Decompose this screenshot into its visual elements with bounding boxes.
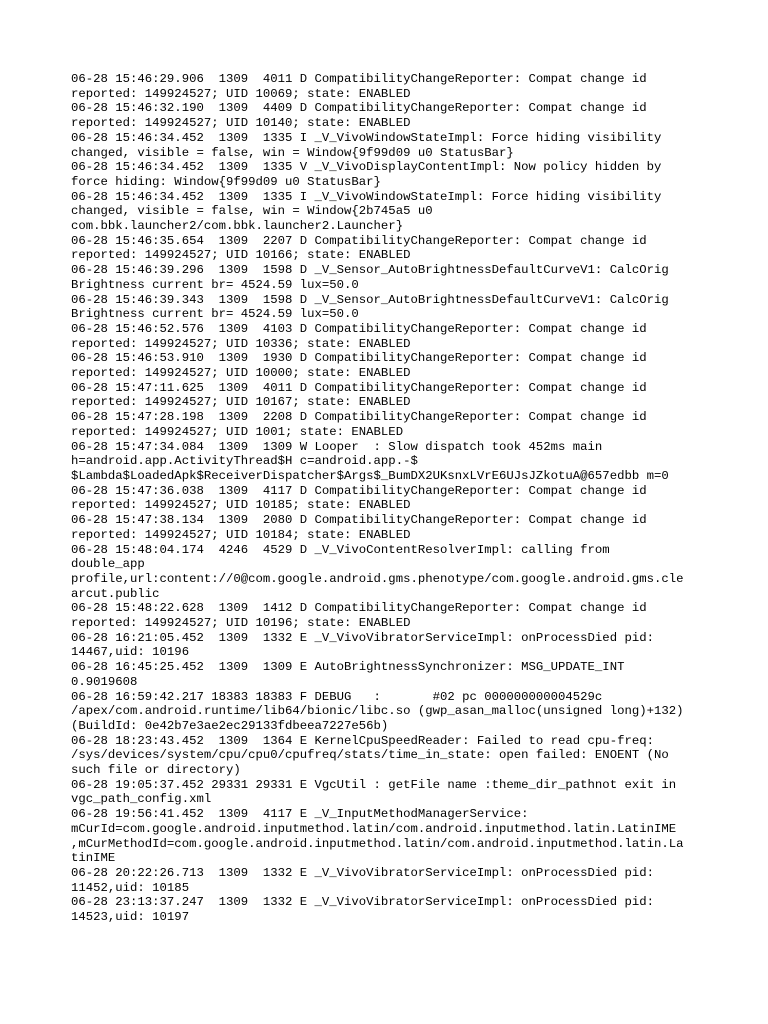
log-line: such file or directory): [71, 763, 241, 778]
log-line: arcut.public: [71, 586, 160, 601]
log-line: changed, visible = false, win = Window{9f99d09 u0 StatusBar}: [71, 145, 514, 160]
log-line: com.bbk.launcher2/com.bbk.launcher2.Launcher}: [71, 219, 404, 234]
log-line: 14467,uid: 10196: [71, 645, 190, 660]
log-line: 06-28 19:05:37.452 29331 29331 E VgcUtil : getFile name :theme_dir_pathnot exit in: [71, 777, 677, 792]
log-line: 14523,uid: 10197: [71, 910, 190, 925]
log-line: reported: 149924527; UID 10000; state: ENABLED: [71, 366, 411, 381]
log-line: 06-28 15:47:38.134 1309 2080 D CompatibilityChangeReporter: Compat change id: [71, 513, 647, 528]
log-line: 06-28 16:59:42.217 18383 18383 F DEBUG : #02 pc 000000000004529c: [71, 689, 603, 704]
log-line: reported: 149924527; UID 10336; state: ENABLED: [71, 336, 411, 351]
log-line: 06-28 15:46:52.576 1309 4103 D CompatibilityChangeReporter: Compat change id: [71, 321, 647, 336]
log-line: 06-28 15:46:53.910 1309 1930 D CompatibilityChangeReporter: Compat change id: [71, 351, 647, 366]
log-line: reported: 149924527; UID 10166; state: ENABLED: [71, 248, 411, 263]
log-line: reported: 149924527; UID 10184; state: ENABLED: [71, 527, 411, 542]
log-line: /apex/com.android.runtime/lib64/bionic/libc.so (gwp_asan_malloc(unsigned long)+132): [71, 704, 684, 719]
log-line: reported: 149924527; UID 10140; state: ENABLED: [71, 116, 411, 131]
log-line: 06-28 15:46:29.906 1309 4011 D CompatibilityChangeReporter: Compat change id: [71, 72, 647, 86]
log-line: 06-28 15:47:36.038 1309 4117 D CompatibilityChangeReporter: Compat change id: [71, 483, 647, 498]
log-line: h=android.app.ActivityThread$H c=android.app.-$: [71, 454, 418, 469]
log-line: 06-28 15:48:22.628 1309 1412 D CompatibilityChangeReporter: Compat change id: [71, 601, 647, 616]
log-line: Brightness current br= 4524.59 lux=50.0: [71, 307, 359, 322]
log-line: force hiding: Window{9f99d09 u0 StatusBar}: [71, 174, 381, 189]
log-document: [71, 72, 701, 925]
log-line: 06-28 15:48:04.174 4246 4529 D _V_VivoContentResolverImpl: calling from: [71, 542, 610, 557]
log-line: 06-28 15:46:34.452 1309 1335 I _V_VivoWindowStateImpl: Force hiding visibility: [71, 130, 662, 145]
log-line: 06-28 16:45:25.452 1309 1309 E AutoBrightnessSynchronizer: MSG_UPDATE_INT: [71, 660, 625, 675]
log-line: /sys/devices/system/cpu/cpu0/cpufreq/stats/time_in_state: open failed: ENOENT (No: [71, 748, 669, 763]
log-line: 06-28 23:13:37.247 1309 1332 E _V_VivoVibratorServiceImpl: onProcessDied pid:: [71, 895, 654, 910]
log-line: mCurId=com.google.android.inputmethod.latin/com.android.inputmethod.latin.LatinIME: [71, 821, 677, 836]
log-line: reported: 149924527; UID 1001; state: ENABLED: [71, 424, 404, 439]
log-line: double_app: [71, 557, 145, 572]
log-line: 06-28 15:47:11.625 1309 4011 D CompatibilityChangeReporter: Compat change id: [71, 380, 647, 395]
log-line: ,mCurMethodId=com.google.android.inputmethod.latin/com.android.inputmethod.latin.La: [71, 836, 684, 851]
log-line: 06-28 20:22:26.713 1309 1332 E _V_VivoVibratorServiceImpl: onProcessDied pid:: [71, 865, 654, 880]
log-line: (BuildId: 0e42b7e3ae2ec29133fdbeea7227e56b): [71, 718, 389, 733]
log-line: 06-28 15:47:34.084 1309 1309 W Looper : Slow dispatch took 452ms main: [71, 439, 603, 454]
log-line: 06-28 15:46:32.190 1309 4409 D CompatibilityChangeReporter: Compat change id: [71, 101, 647, 116]
log-line: 06-28 19:56:41.452 1309 4117 E _V_InputMethodManagerService:: [71, 807, 529, 822]
log-line: 06-28 15:47:28.198 1309 2208 D CompatibilityChangeReporter: Compat change id: [71, 410, 647, 425]
log-line: Brightness current br= 4524.59 lux=50.0: [71, 277, 359, 292]
log-line: vgc_path_config.xml: [71, 792, 212, 807]
log-line: reported: 149924527; UID 10069; state: ENABLED: [71, 86, 411, 101]
log-line: 0.9019608: [71, 674, 138, 689]
log-line: 06-28 15:46:35.654 1309 2207 D CompatibilityChangeReporter: Compat change id: [71, 233, 647, 248]
log-line: reported: 149924527; UID 10167; state: ENABLED: [71, 395, 411, 410]
log-line: reported: 149924527; UID 10196; state: ENABLED: [71, 616, 411, 631]
log-line: $Lambda$LoadedApk$ReceiverDispatcher$Args$_BumDX2UKsnxLVrE6UJsJZkotuA@657edbb m=0: [71, 468, 669, 483]
log-line: 06-28 15:46:34.452 1309 1335 I _V_VivoWindowStateImpl: Force hiding visibility: [71, 189, 662, 204]
log-line: changed, visible = false, win = Window{2b745a5 u0: [71, 204, 433, 219]
log-line: 06-28 15:46:39.296 1309 1598 D _V_Sensor_AutoBrightnessDefaultCurveV1: CalcOrig: [71, 263, 669, 278]
log-line: 11452,uid: 10185: [71, 880, 190, 895]
log-line: tinIME: [71, 851, 116, 866]
log-line: profile,url:content://0@com.google.android.gms.phenotype/com.google.android.gms.cle: [71, 571, 684, 586]
log-line: 06-28 15:46:34.452 1309 1335 V _V_VivoDisplayContentImpl: Now policy hidden by: [71, 160, 662, 175]
log-line: 06-28 15:46:39.343 1309 1598 D _V_Sensor_AutoBrightnessDefaultCurveV1: CalcOrig: [71, 292, 669, 307]
log-line: 06-28 16:21:05.452 1309 1332 E _V_VivoVibratorServiceImpl: onProcessDied pid:: [71, 630, 654, 645]
log-line: 06-28 18:23:43.452 1309 1364 E KernelCpuSpeedReader: Failed to read cpu-freq:: [71, 733, 654, 748]
log-line: reported: 149924527; UID 10185; state: ENABLED: [71, 498, 411, 513]
